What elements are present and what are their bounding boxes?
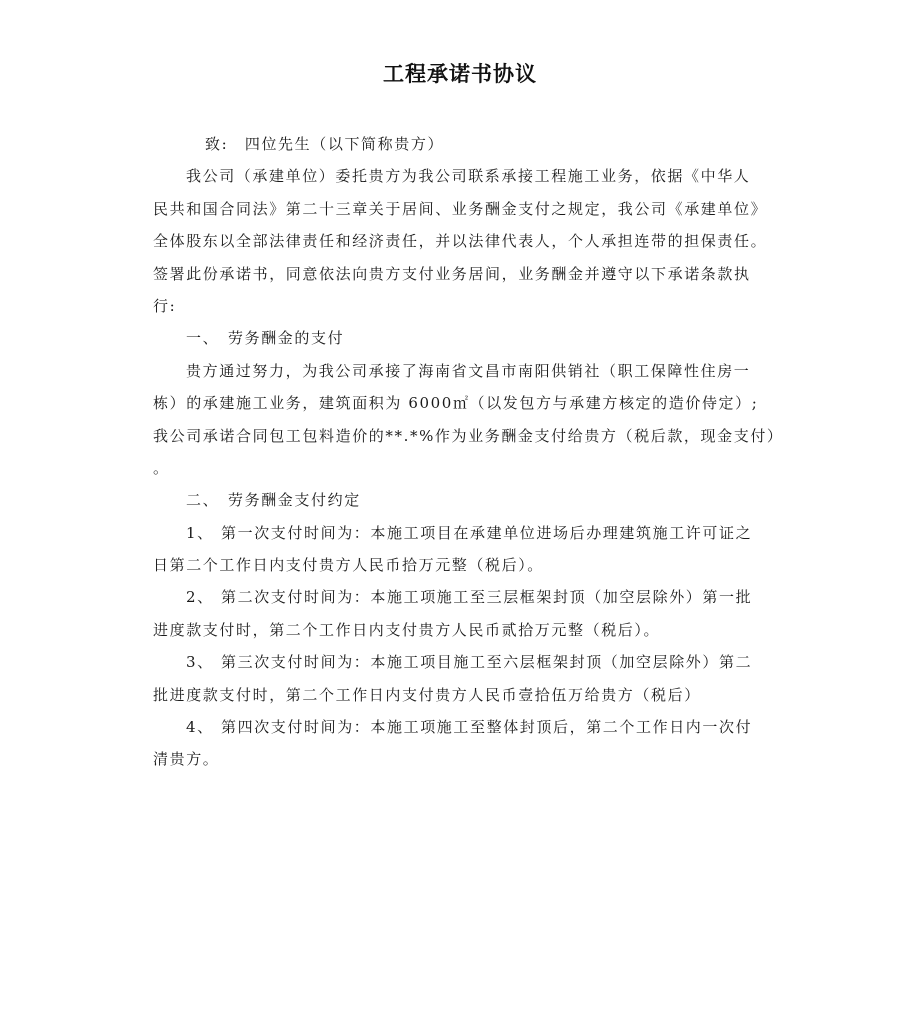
section-1-title: 劳务酬金的支付 [228, 329, 345, 348]
section-1-line: 我公司承诺合同包工包料造价的**.*%作为业务酬金支付给贵方（税后款，现金支付） [153, 426, 784, 445]
section-1-line: 。 [153, 458, 170, 477]
section-1-line: 栋）的承建施工业务，建筑面积为 6000㎡（以发包方与承建方核定的造价侍定）; [153, 394, 759, 413]
section-2-title: 劳务酬金支付约定 [228, 491, 361, 510]
section-2-number: 二、 [186, 491, 220, 510]
payment-item-number: 2、 [186, 588, 214, 607]
payment-item-text: 第一次支付时间为：本施工项目在承建单位进场后办理建筑施工许可证之 [221, 523, 753, 542]
section-2-heading [153, 484, 783, 516]
intro-line: 全体股东以全部法律责任和经济责任，并以法律代表人，个人承担连带的担保责任。 [153, 232, 768, 251]
payment-item-number: 3、 [186, 653, 214, 672]
payment-item-4 [153, 711, 783, 743]
payment-item-text: 第二次支付时间为：本施工项施工至三层框架封顶（加空层除外）第一批 [221, 588, 753, 607]
payment-item-1 [153, 517, 783, 549]
intro-line: 行: [153, 296, 177, 315]
payment-item-text: 第四次支付时间为：本施工项施工至整体封顶后，第二个工作日内一次付 [221, 718, 753, 737]
payment-item-continuation: 日第二个工作日内支付贵方人民币拾万元整（税后）。 [153, 556, 544, 575]
payment-item-number: 1、 [186, 523, 214, 542]
document-body [153, 128, 783, 776]
payment-item-number: 4、 [186, 718, 214, 737]
intro-line: 民共和国合同法》第二十三章关于居间、业务酬金支付之规定，我公司《承建单位》 [153, 199, 768, 218]
payment-item-continuation: 批进度款支付时，第二个工作日内支付贵方人民币壹拾伍万给贵方（税后） [153, 685, 701, 704]
section-1-number: 一、 [186, 329, 220, 348]
payment-item-continuation: 进度款支付时，第二个工作日内支付贵方人民币贰拾万元整（税后）。 [153, 620, 661, 639]
payment-item-2 [153, 581, 783, 613]
intro-line: 签署此份承诺书，同意依法向贵方支付业务居间，业务酬金并遵守以下承诺条款执 [153, 264, 751, 283]
intro-line: 我公司（承建单位）委托贵方为我公司联系承接工程施工业务，依据《中华人 [186, 167, 751, 186]
salutation: 致: 四位先生（以下简称贵方） [205, 135, 445, 153]
document-title: 工程承诺书协议 [383, 62, 537, 86]
payment-item-continuation: 清贵方。 [153, 750, 220, 769]
payment-item-text: 第三次支付时间为：本施工项目施工至六层框架封顶（加空层除外）第二 [221, 653, 753, 672]
section-1-line: 贵方通过努力，为我公司承接了海南省文昌市南阳供销社（职工保障性住房一 [186, 361, 751, 380]
section-1-heading [153, 322, 783, 354]
payment-item-3 [153, 646, 783, 678]
